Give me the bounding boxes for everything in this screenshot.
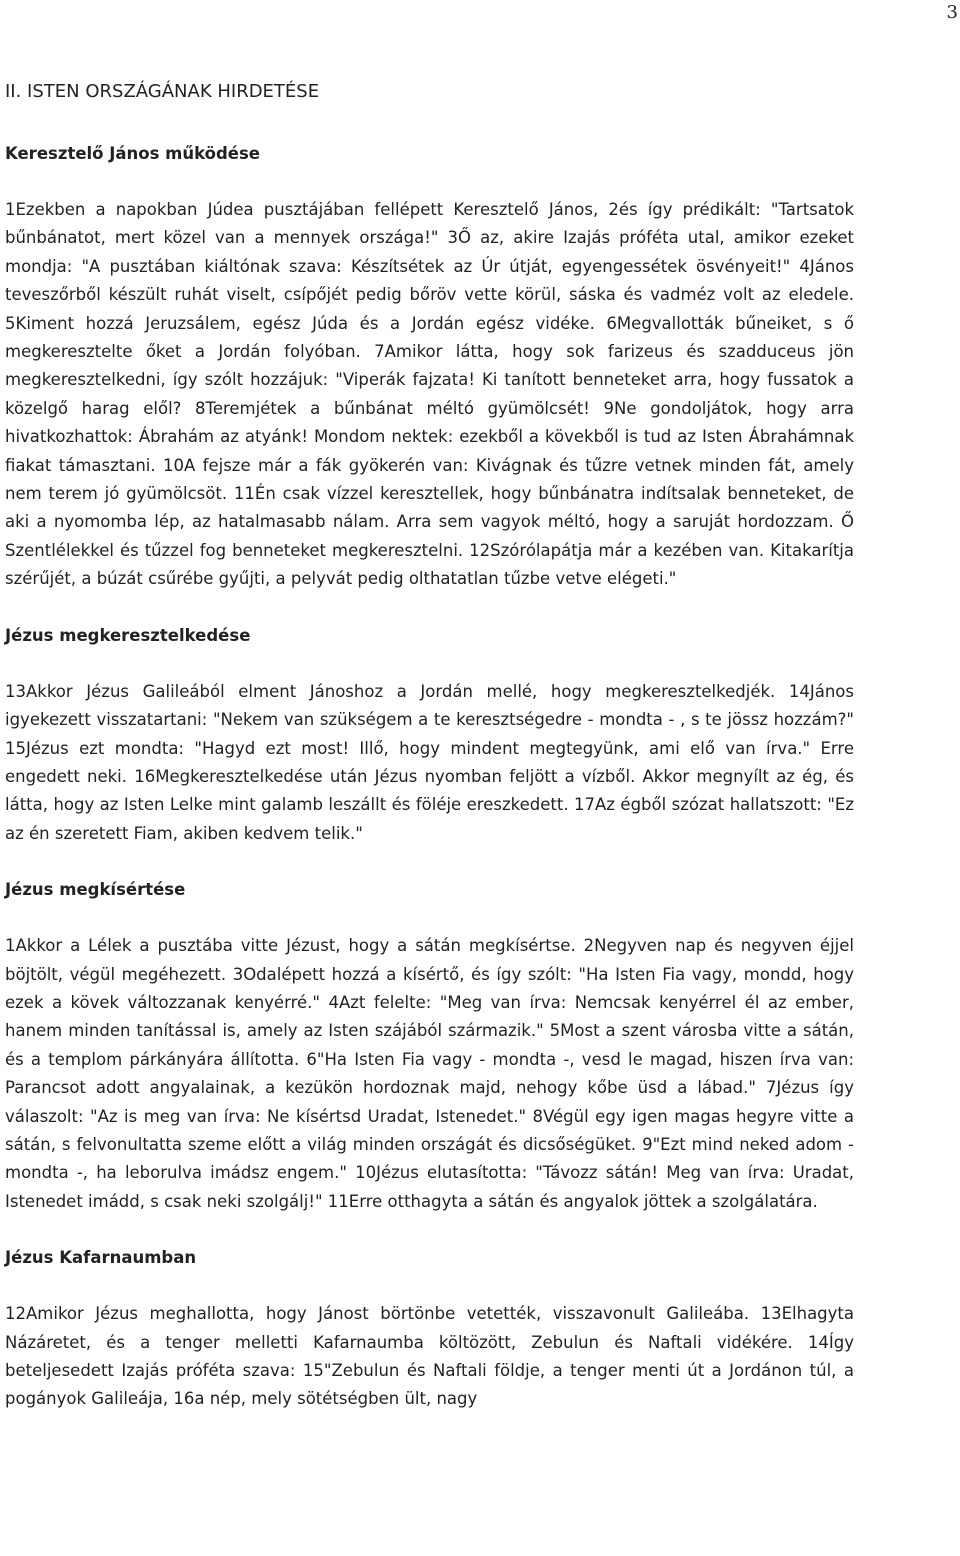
section-text-jezus-megkeresztelkedese: 13Akkor Jézus Galileából elment Jánoshoz a Jordán mellé, hogy megkeresztelkedjék. 14János igyekezett visszatartani: "Nekem van szükségem a te keresztségedre - mondta - , s te jössz hozzám?" 15Jézus ezt mondta: "Hagyd ezt most! Illő, hogy mindent megtegyünk, ami elő van írva." Erre engedett neki. 16Megkeresztelkedése után Jézus nyomban feljött a vízből. Akkor megnyílt az ég, és látta, hogy az Isten Lelke mint galamb leszállt és föléje ereszkedett. 17Az égből szózat hallatszott: "Ez az én szeretett Fiam, akiben kedvem telik." bbox=[5, 681, 854, 843]
document-body bbox=[5, 78, 854, 1414]
part-title: II. ISTEN ORSZÁGÁNAK HIRDETÉSE bbox=[5, 81, 320, 102]
section-title-jezus-kafarnaumban: Jézus Kafarnaumban bbox=[5, 1248, 197, 1268]
section-text-keresztelo-janos: 1Ezekben a napokban Júdea pusztájában fellépett Keresztelő János, 2és így prédikált: "Tartsatok bűnbánatot, mert közel van a mennyek országa!" 3Ő az, akire Izajás próféta utal, amikor ezeket mondja: "A pusztában kiáltónak szava: Készítsétek az Úr útját, egyengessétek ösvényeit!" 4János teveszőrből készült ruhát viselt, csípőjét pedig bőröv vette körül, sáska és vadméz volt az eledele. 5Kiment hozzá Jeruzsálem, egész Júda és a Jordán egész vidéke. 6Megvallották bűneiket, s ő megkeresztelte őket a Jordán folyóban. 7Amikor látta, hogy sok farizeus és szadduceus jön megkeresztelkedni, így szólt hozzájuk: "Viperák fajzata! Ki tanított benneteket arra, hogy fussatok a közelgő harag elől? 8Teremjétek a bűnbánat méltó gyümölcsét! 9Ne gondoljátok, hogy arra hivatkozhattok: Ábrahám az atyánk! Mondom nektek: ezekből a kövekből is tud az Isten Ábrahámnak fiakat támasztani. 10A fejsze már a fák gyökerén van: Kivágnak és tűzre vetnek minden fát, amely nem terem jó gyümölcsöt. 11Én csak vízzel keresztellek, hogy bűnbánatra indítsalak benneteket, de aki a nyomomba lép, az hatalmasabb nálam. Arra sem vagyok méltó, hogy a saruját hordozzam. Ő Szentlélekkel és tűzzel fog benneteket megkeresztelni. 12Szórólapátja már a kezében van. Kitakarítja szérűjét, a búzát csűrébe gyűjti, a pelyvát pedig olthatatlan tűzbe vetve elégeti." bbox=[5, 200, 854, 589]
section-text-jezus-megkisertese: 1Akkor a Lélek a pusztába vitte Jézust, hogy a sátán megkísértse. 2Negyven nap és negyven éjjel böjtölt, végül megéhezett. 3Odalépett hozzá a kísértő, és így szólt: "Ha Isten Fia vagy, mondd, hogy ezek a kövek változzanak kenyérré." 4Azt felelte: "Meg van írva: Nemcsak kenyérrel él az ember, hanem minden tanítással is, amely az Isten szájából származik." 5Most a szent városba vitte a sátán, és a templom párkányára állította. 6"Ha Isten Fia vagy - mondta -, vesd le magad, hiszen írva van: Parancsot adott angyalainak, a kezükön hordoznak majd, nehogy kőbe üsd a lábad." 7Jézus így válaszolt: "Az is meg van írva: Ne kísértsd Uradat, Istenedet." 8Végül egy igen magas hegyre vitte a sátán, s felvonultatta szeme előtt a világ minden országát és dicsőségüket. 9"Ezt mind neked adom - mondta -, ha leborulva imádsz engem." 10Jézus elutasította: "Távozz sátán! Meg van írva: Uradat, Istenedet imádd, s csak neki szolgálj!" 11Erre otthagyta a sátán és angyalok jöttek a szolgálatára. bbox=[5, 936, 854, 1211]
page-number: 3 bbox=[946, 2, 958, 23]
section-title-jezus-megkeresztelkedese: Jézus megkeresztelkedése bbox=[5, 625, 251, 645]
section-title-jezus-megkisertese: Jézus megkísértése bbox=[5, 880, 186, 900]
section-text-jezus-kafarnaumban: 12Amikor Jézus meghallotta, hogy Jánost börtönbe vetették, visszavonult Galileába. 13Elhagyta Názáretet, és a tenger melletti Kafarnaumba költözött, Zebulun és Naftali vidékére. 14Így beteljesedett Izajás próféta szava: 15"Zebulun és Naftali földje, a tenger menti út a Jordánon túl, a pogányok Galileája, 16a nép, mely sötétségben ült, nagy bbox=[5, 1304, 854, 1409]
section-title-keresztelo-janos: Keresztelő János működése bbox=[5, 144, 260, 163]
